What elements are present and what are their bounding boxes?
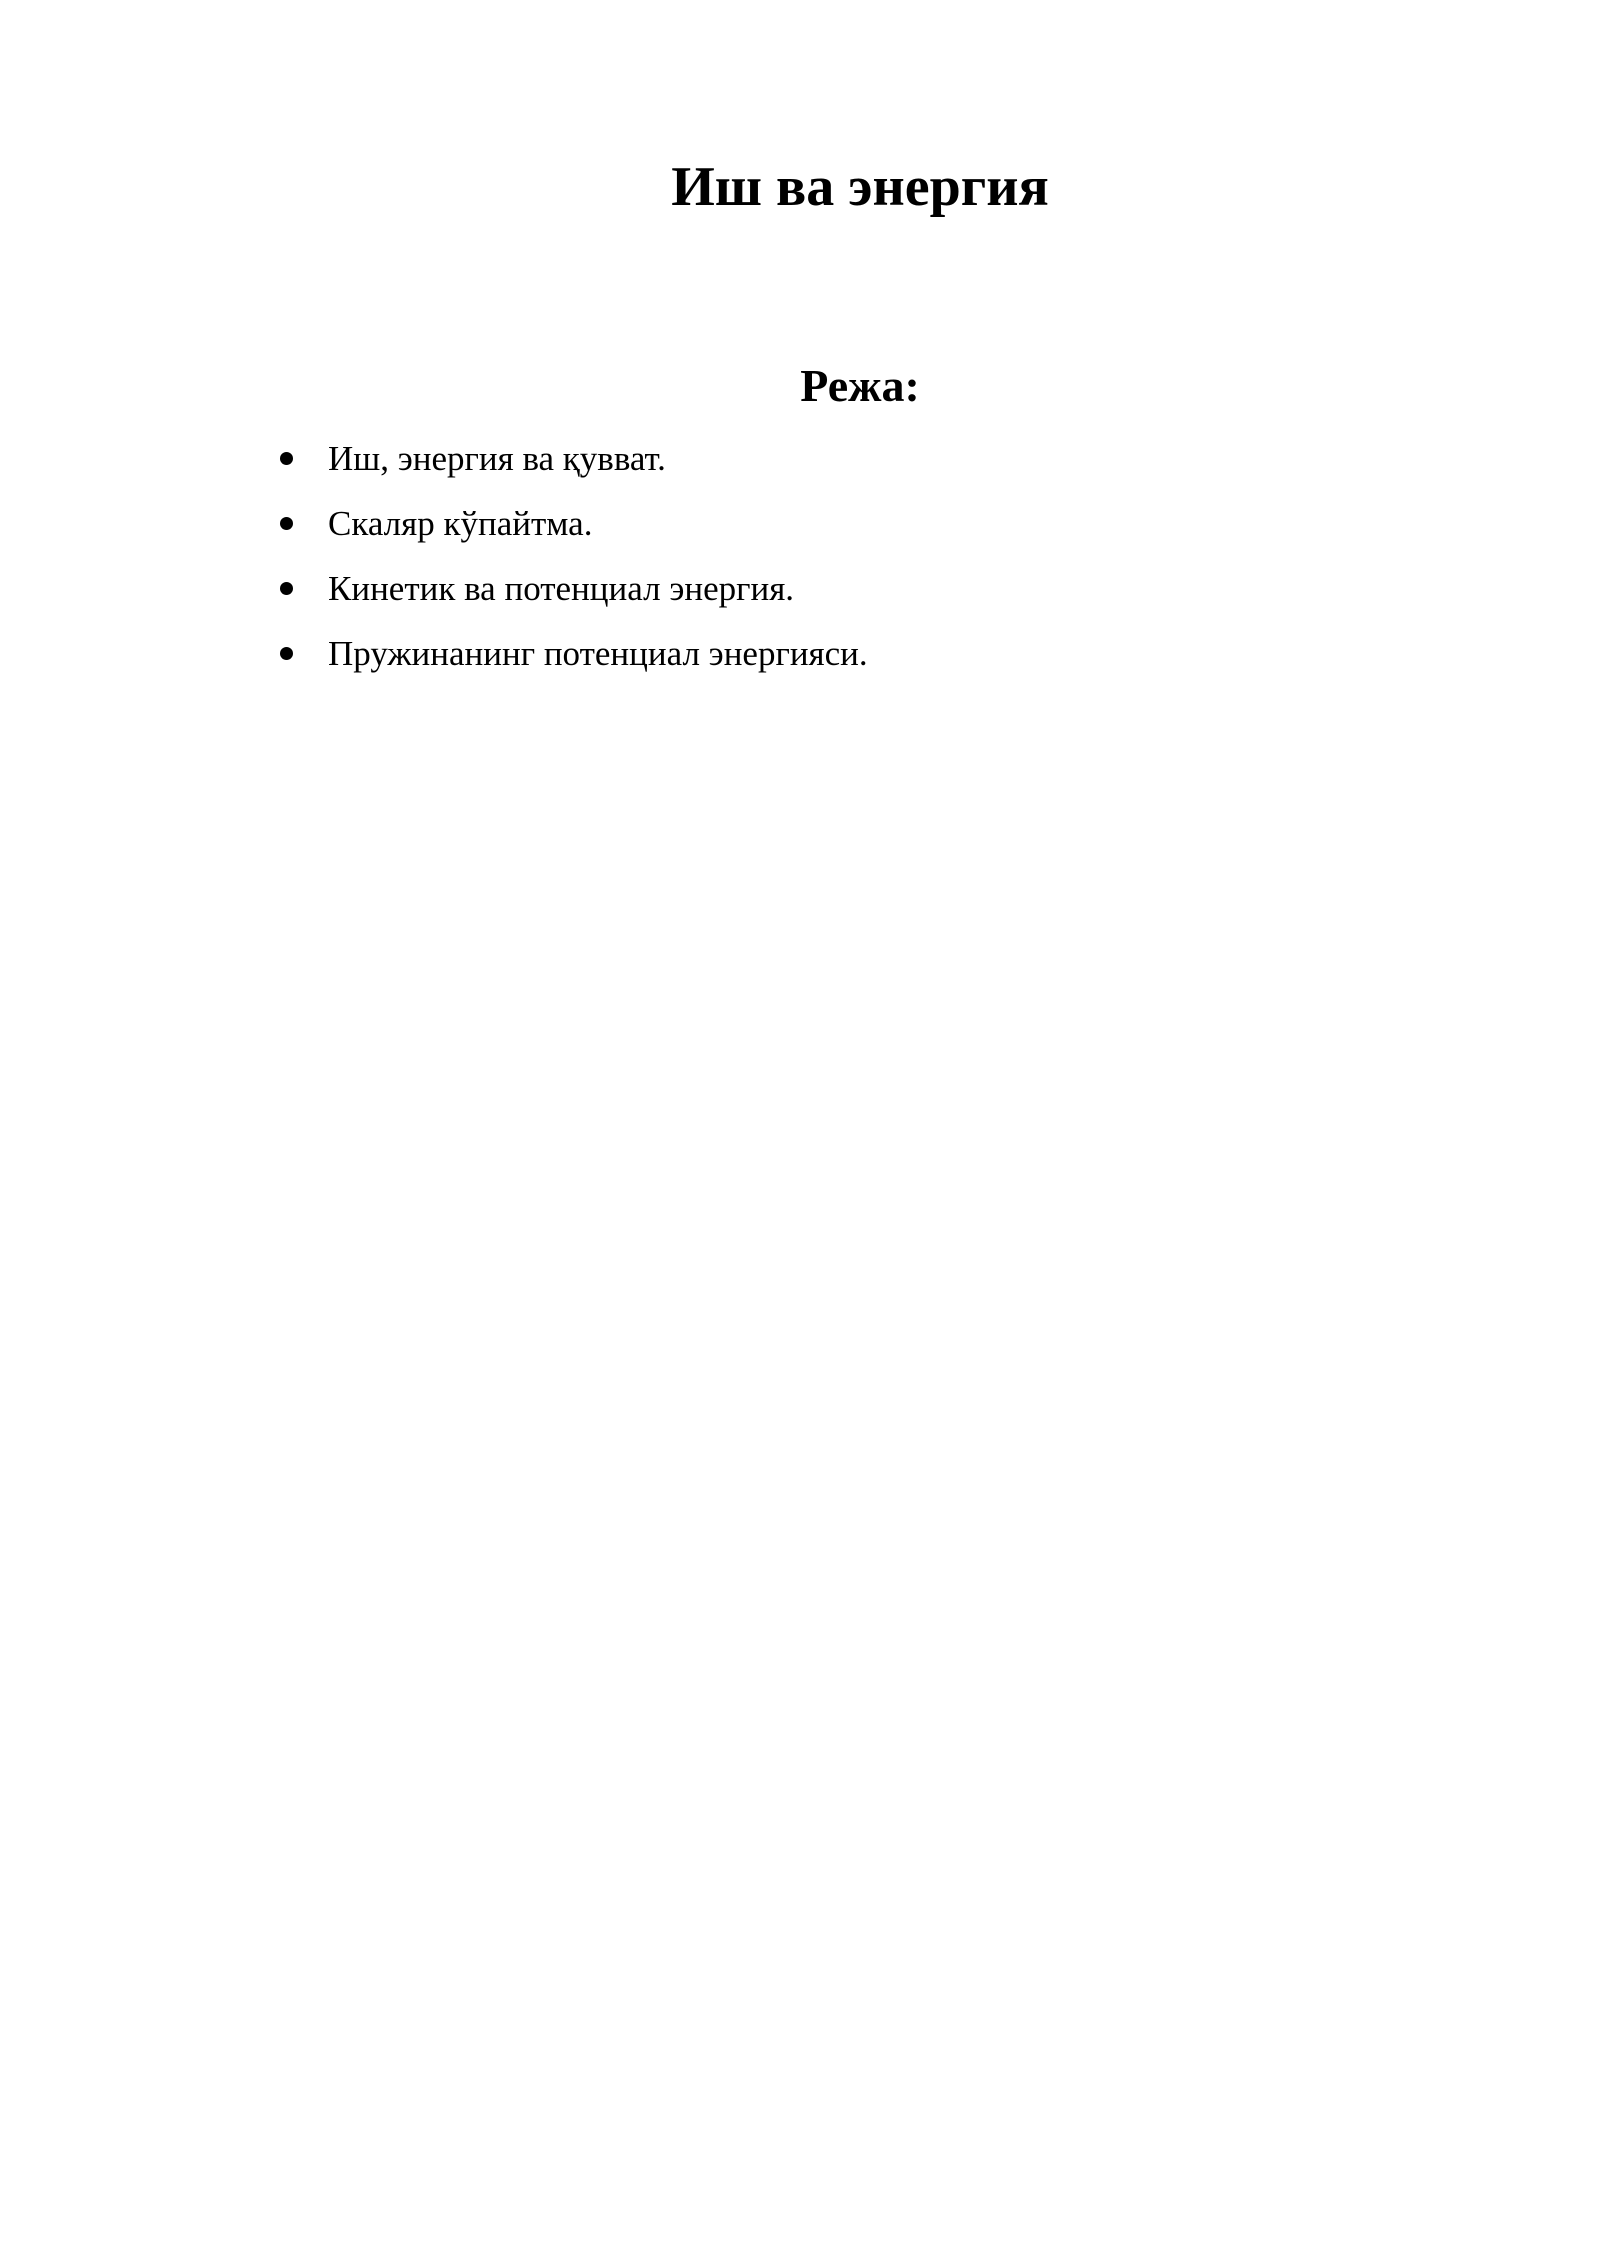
- bullet-icon: [280, 582, 293, 595]
- list-item: [280, 436, 868, 501]
- bullet-icon: [280, 452, 293, 465]
- list-item: [280, 566, 868, 631]
- bullet-icon: [280, 647, 293, 660]
- list-item: [280, 501, 868, 566]
- bullet-icon: [280, 517, 293, 530]
- list-item-text: Иш, энергия ва қувват.: [328, 439, 666, 478]
- list-item: [280, 631, 868, 696]
- plan-heading: Режа:: [800, 360, 920, 411]
- list-item-text: Кинетик ва потенциал энергия.: [328, 569, 795, 608]
- list-item-text: Пружинанинг потенциал энергияси.: [328, 634, 868, 673]
- plan-list: [280, 436, 868, 696]
- document-title: Иш ва энергия: [671, 156, 1049, 218]
- list-item-text: Скаляр кўпайтма.: [328, 504, 593, 543]
